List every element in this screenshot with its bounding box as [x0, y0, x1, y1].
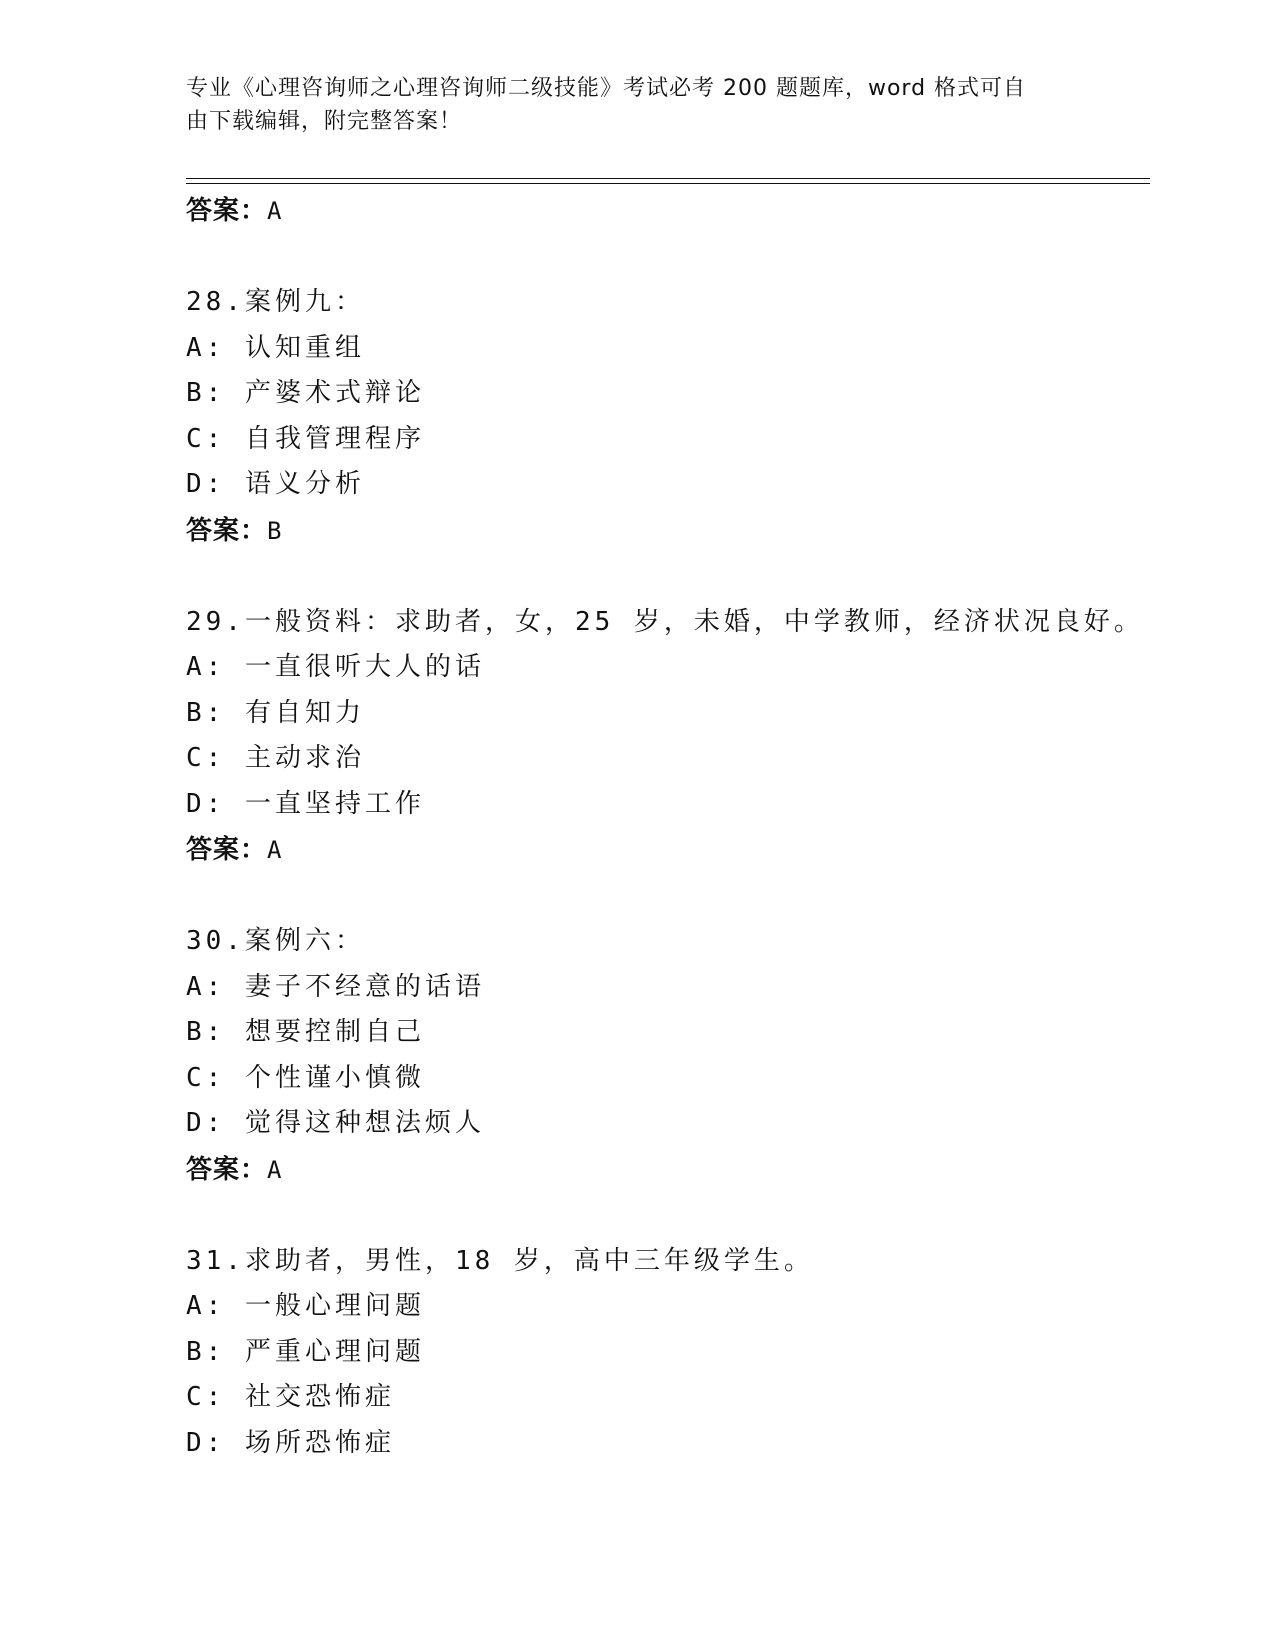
answer-line: [186, 1147, 1146, 1193]
answer-value: A: [267, 197, 283, 225]
answer-line: [186, 827, 1146, 873]
answer-label: 答案：: [186, 515, 268, 546]
option-c: C: 社交恐怖症: [186, 1382, 395, 1412]
option-a: A: 认知重组: [186, 332, 365, 363]
spacer: [186, 234, 1146, 280]
document-header: [186, 72, 1066, 138]
spacer: [186, 873, 1146, 919]
option-c: C: 个性谨小慎微: [186, 1062, 425, 1093]
answer-line: [186, 508, 1146, 554]
option-b: B: 有自知力: [186, 697, 365, 728]
header-line-2: 由下载编辑，附完整答案！: [186, 109, 463, 134]
option-a: A: 一般心理问题: [186, 1291, 425, 1321]
question-stem: 31.求助者，男性，18 岁，高中三年级学生。: [186, 1245, 814, 1276]
answer-line-27: [186, 188, 1146, 234]
header-rule-top: [186, 178, 1150, 179]
header-rule-bottom: [186, 183, 1150, 184]
answer-value: A: [267, 1155, 283, 1184]
option-c: C: 自我管理程序: [186, 423, 425, 454]
header-line-1: 专业《心理咨询师之心理咨询师二级技能》考试必考 200 题题库，word 格式可自: [186, 76, 1027, 101]
option-b: B: 想要控制自己: [186, 1017, 425, 1047]
question-29: [186, 600, 1146, 874]
option-c: C: 主动求治: [186, 743, 365, 773]
question-stem: 28.案例九：: [186, 287, 365, 317]
question-stem: 29.一般资料：求助者，女，25 岁，未婚，中学教师，经济状况良好。: [186, 606, 1144, 637]
option-d: D: 场所恐怖症: [186, 1427, 395, 1458]
answer-label: 答案：: [186, 835, 268, 865]
option-d: D: 一直坚持工作: [186, 788, 425, 819]
question-31: [186, 1239, 1146, 1467]
question-28: [186, 280, 1146, 554]
option-b: B: 严重心理问题: [186, 1336, 425, 1367]
spacer: [186, 1193, 1146, 1239]
answer-value: B: [267, 516, 283, 545]
option-a: A: 一直很听大人的话: [186, 652, 485, 682]
option-d: D: 语义分析: [186, 469, 365, 499]
option-a: A: 妻子不经意的话语: [186, 971, 485, 1002]
answer-label: 答案：: [186, 196, 268, 226]
option-d: D: 觉得这种想法烦人: [186, 1108, 485, 1138]
answer-label: 答案：: [186, 1154, 268, 1185]
question-stem: 30.案例六：: [186, 926, 365, 956]
question-list: [186, 188, 1146, 1466]
option-b: B: 产婆术式辩论: [186, 378, 425, 408]
spacer: [186, 554, 1146, 600]
answer-value: A: [267, 836, 283, 864]
question-30: [186, 919, 1146, 1193]
